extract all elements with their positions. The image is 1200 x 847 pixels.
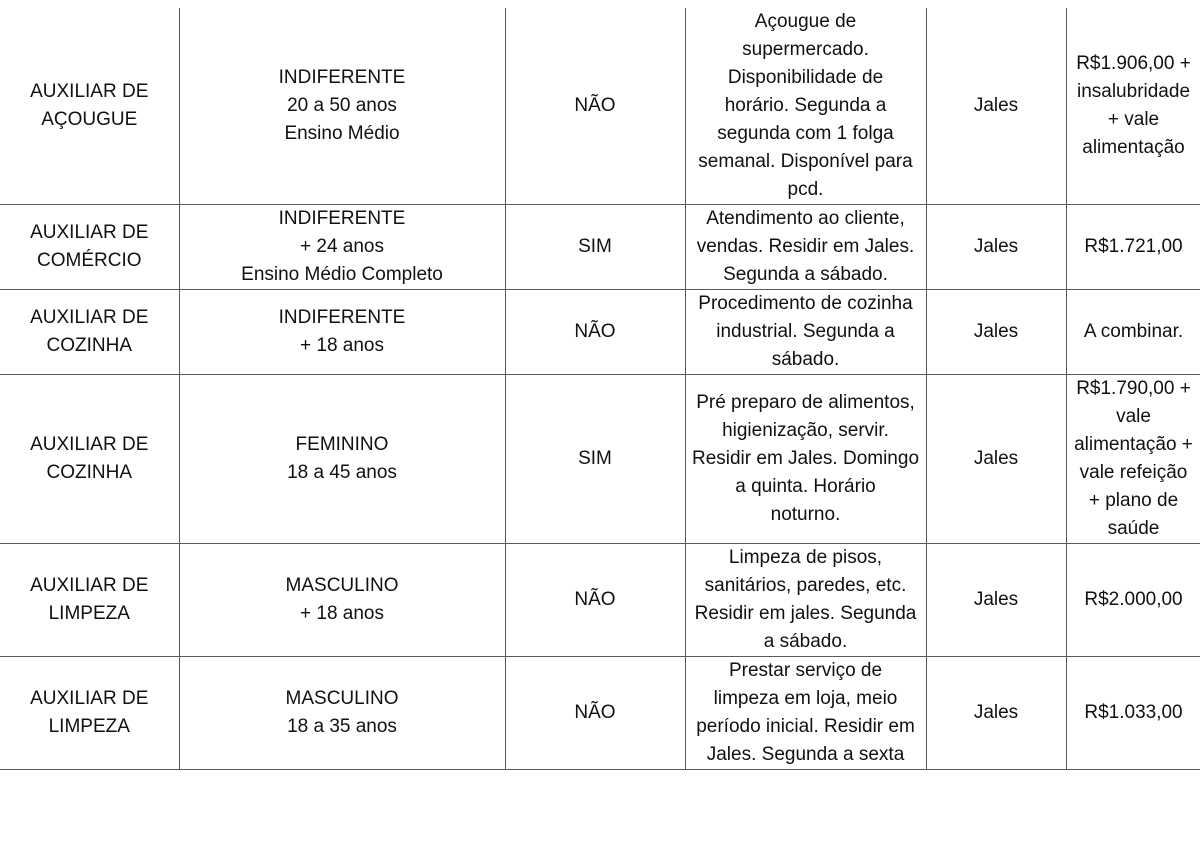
description-cell: Atendimento ao cliente, vendas. Residir em Jales. Segunda a sábado.: [685, 205, 926, 290]
salary-cell: R$1.790,00 + vale alimentação + vale refeição + plano de saúde: [1066, 375, 1200, 544]
salary-cell: R$1.033,00: [1066, 657, 1200, 770]
city-cell: Jales: [926, 657, 1066, 770]
table-row: [0, 205, 1200, 290]
salary-cell: A combinar.: [1066, 290, 1200, 375]
salary-cell: R$1.906,00 + insalubridade + vale alimentação: [1066, 8, 1200, 205]
job-listings-table: [0, 8, 1200, 770]
profile-cell: MASCULINO 18 a 35 anos: [179, 657, 505, 770]
profile-cell: FEMININO 18 a 45 anos: [179, 375, 505, 544]
description-cell: Limpeza de pisos, sanitários, paredes, etc. Residir em jales. Segunda a sábado.: [685, 544, 926, 657]
job-title-cell: AUXILIAR DE AÇOUGUE: [0, 8, 179, 205]
description-cell: Açougue de supermercado. Disponibilidade de horário. Segunda a segunda com 1 folga semanal. Disponível para pcd.: [685, 8, 926, 205]
description-cell: Prestar serviço de limpeza em loja, meio período inicial. Residir em Jales. Segunda a sexta: [685, 657, 926, 770]
table-row: [0, 290, 1200, 375]
city-cell: Jales: [926, 8, 1066, 205]
city-cell: Jales: [926, 375, 1066, 544]
experience-cell: SIM: [505, 205, 685, 290]
profile-cell: INDIFERENTE 20 a 50 anos Ensino Médio: [179, 8, 505, 205]
experience-cell: NÃO: [505, 8, 685, 205]
table-row: [0, 657, 1200, 770]
experience-cell: NÃO: [505, 657, 685, 770]
job-title-cell: AUXILIAR DE LIMPEZA: [0, 544, 179, 657]
salary-cell: R$2.000,00: [1066, 544, 1200, 657]
profile-cell: INDIFERENTE + 24 anos Ensino Médio Completo: [179, 205, 505, 290]
city-cell: Jales: [926, 290, 1066, 375]
table-row: [0, 375, 1200, 544]
city-cell: Jales: [926, 205, 1066, 290]
table-row: [0, 8, 1200, 205]
experience-cell: SIM: [505, 375, 685, 544]
description-cell: Pré preparo de alimentos, higienização, servir. Residir em Jales. Domingo a quinta. Horário noturno.: [685, 375, 926, 544]
profile-cell: INDIFERENTE + 18 anos: [179, 290, 505, 375]
job-title-cell: AUXILIAR DE LIMPEZA: [0, 657, 179, 770]
job-title-cell: AUXILIAR DE COMÉRCIO: [0, 205, 179, 290]
city-cell: Jales: [926, 544, 1066, 657]
profile-cell: MASCULINO + 18 anos: [179, 544, 505, 657]
table-row: [0, 544, 1200, 657]
experience-cell: NÃO: [505, 544, 685, 657]
experience-cell: NÃO: [505, 290, 685, 375]
description-cell: Procedimento de cozinha industrial. Segunda a sábado.: [685, 290, 926, 375]
job-title-cell: AUXILIAR DE COZINHA: [0, 375, 179, 544]
job-title-cell: AUXILIAR DE COZINHA: [0, 290, 179, 375]
salary-cell: R$1.721,00: [1066, 205, 1200, 290]
